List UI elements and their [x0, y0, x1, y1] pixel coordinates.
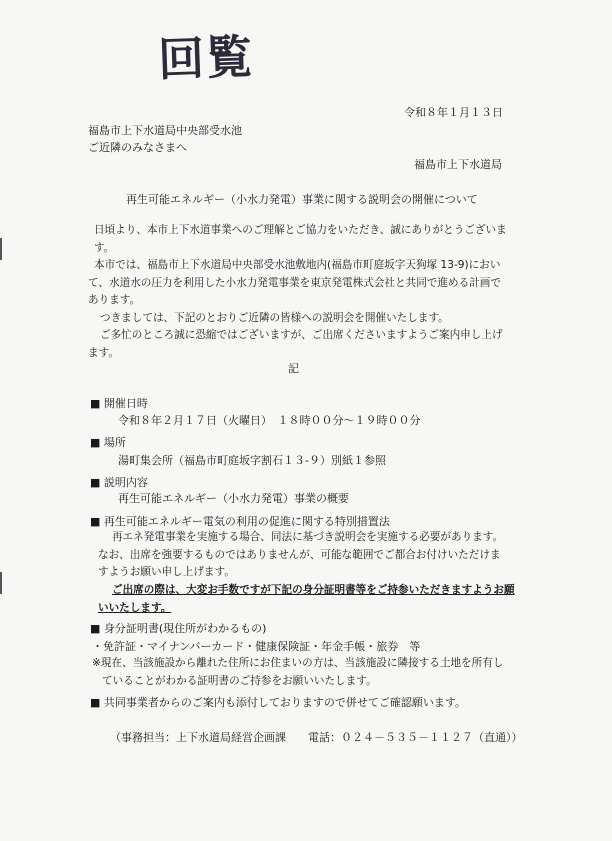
id-note-line: ※現在、当該施設から離れた住所にお住まいの方は、当該施設に隣接する土地を所有し — [92, 657, 504, 669]
intro-text — [88, 222, 508, 362]
notice-line: いいたします。 — [98, 601, 172, 614]
sender: 福島市上下水道局 — [414, 158, 502, 171]
section-id-label: ■ 身分証明書(現住所がわかるもの) — [90, 622, 266, 636]
intro-line: 本市では、福島市上下水道局中央部受水池敷地内(福島市町庭坂字天狗塚 13-9)におい — [94, 259, 501, 271]
section-place-label: ■ 場所 — [90, 436, 126, 450]
intro-line: 日頃より、本市上下水道事業へのご理解とご協力をいただき、誠にありがとうございます。 — [94, 224, 507, 254]
section-content-value: 再生可能エネルギー（小水力発電）事業の概要 — [118, 492, 349, 505]
id-note-line: ていることがわかる証明書のご持参をお願いいたします。 — [102, 674, 377, 687]
id-note — [92, 655, 512, 690]
page-edge-mark — [0, 572, 2, 594]
document-title: 再生可能エネルギー（小水力発電）事業に関する説明会の開催について — [126, 193, 478, 206]
contact-info: （事務担当：上下水道局経営企画課 電話：０２４－５３５－１１２７（直通）） — [110, 731, 523, 744]
ki-heading: 記 — [288, 362, 299, 375]
section-place-value: 湯町集会所（福島市町庭坂字割石１３-９）別紙１参照 — [118, 454, 386, 467]
notice-line: ご出席の際は、大変お手数ですが下記の身分証明書等をご持参いただきますようお願 — [112, 584, 515, 596]
law-text — [98, 529, 518, 582]
section-datetime-label: ■ 開催日時 — [90, 397, 148, 411]
section-datetime-value: 令和８年２月１７日（火曜日） １８時００分～１９時００分 — [118, 414, 421, 427]
notice-text — [98, 582, 518, 617]
law-line: 再エネ発電事業を実施する場合、同法に基づき説明会を実施する必要があります。 — [112, 531, 504, 543]
id-list: ・免許証・マイナンバーカード・健康保険証・年金手帳・旅券 等 — [92, 640, 421, 653]
intro-line: て、水道水の圧力を利用した小水力発電事業を東京発電株式会社と共同で進める計画で — [88, 276, 501, 289]
recipient-line-1: 福島市上下水道局中央部受水池 — [88, 124, 242, 137]
circulation-stamp: 回覧 — [157, 29, 256, 87]
section-law-label: ■ 再生可能エネルギー電気の利用の促進に関する特別措置法 — [90, 515, 390, 529]
law-line: なお、出席を強要するものではありませんが、可能な範囲でご都合お付けいただけま — [98, 548, 501, 561]
intro-line: あります。 — [88, 294, 141, 306]
intro-line: ご多忙のところ誠に恐縮ではございますが、ご出席くださいますようご案内申し上げ — [100, 329, 503, 341]
intro-line: つきましては、下記のとおりご近隣の皆様への説明会を開催いたします。 — [100, 311, 449, 324]
joint-notice: ■ 共同事業者からのご案内も添付しておりますので併せてご確認願います。 — [90, 696, 466, 710]
page-edge-mark — [0, 238, 2, 260]
law-line: すようお願い申し上げます。 — [98, 566, 235, 578]
intro-line: ます。 — [88, 346, 119, 359]
recipient-line-2: ご近隣のみなさまへ — [88, 141, 187, 154]
section-content-label: ■ 説明内容 — [90, 476, 148, 490]
issue-date: 令和８年１月１３日 — [404, 106, 503, 119]
